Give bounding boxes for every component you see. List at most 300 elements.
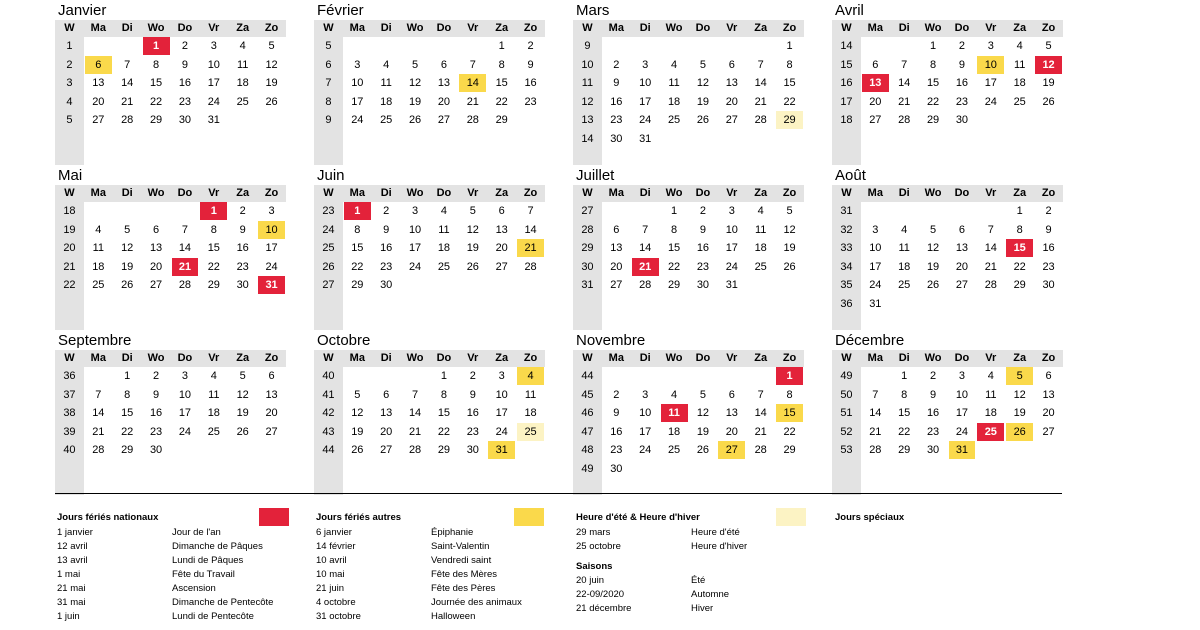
day-other-holiday: 6 — [85, 56, 112, 74]
month-body — [832, 37, 1063, 165]
day-cell — [890, 37, 919, 56]
day-cell: 5 — [930, 223, 937, 236]
weekday-header — [55, 350, 286, 367]
day-cell: 10 — [639, 407, 652, 419]
day-cell: 16 — [380, 242, 393, 254]
day-cell: 12 — [926, 242, 940, 254]
day-cell: 7 — [412, 388, 419, 401]
day-cell — [343, 367, 372, 386]
week-row — [314, 56, 545, 75]
day-cell: 19 — [121, 260, 134, 273]
day-cell: 3 — [728, 205, 735, 217]
week-row — [314, 276, 545, 295]
legend-date: 1 juin — [57, 611, 80, 622]
legend-special-label: Jours spéciaux — [835, 512, 905, 523]
month-body — [314, 202, 545, 330]
day-cell: 26 — [265, 95, 278, 108]
day-cell: 5 — [699, 58, 706, 71]
week-number: 7 — [325, 77, 332, 89]
day-cell: 28 — [178, 279, 192, 291]
legend-date: 20 juin — [576, 575, 604, 586]
weekday-label: Zo — [1041, 187, 1056, 199]
week-row — [573, 441, 804, 460]
legend-date: 21 mai — [57, 583, 86, 594]
weekday-header — [573, 20, 804, 37]
month-title: Avril — [835, 2, 864, 19]
day-national-holiday: 21 — [632, 258, 659, 276]
weekday-label: W — [841, 352, 852, 364]
day-cell: 8 — [498, 58, 505, 71]
legend-date: 31 octobre — [316, 611, 361, 622]
day-cell: 14 — [898, 77, 911, 89]
day-cell: 9 — [613, 407, 620, 419]
week-row — [314, 93, 545, 112]
weekday-label: Zo — [264, 22, 279, 34]
day-cell — [717, 460, 746, 479]
day-cell: 7 — [872, 388, 879, 401]
month-body — [573, 202, 804, 330]
legend-entry — [57, 596, 297, 610]
day-cell — [487, 276, 516, 295]
day-cell: 5 — [268, 40, 275, 52]
month-6 — [573, 167, 804, 330]
day-cell: 21 — [754, 425, 767, 438]
day-cell: 3 — [872, 223, 879, 236]
day-cell: 11 — [380, 77, 392, 89]
day-cell: 3 — [268, 205, 275, 217]
day-cell — [84, 367, 113, 386]
week-row — [573, 460, 804, 479]
day-other-holiday: 5 — [1006, 367, 1033, 385]
weekday-label: Di — [121, 22, 133, 34]
week-number: 48 — [581, 444, 594, 456]
day-cell — [257, 441, 286, 460]
legend-description: Hiver — [691, 603, 714, 614]
day-cell: 9 — [1045, 223, 1052, 236]
day-cell: 23 — [178, 95, 192, 108]
week-number: 6 — [325, 58, 332, 71]
day-cell: 21 — [92, 425, 105, 438]
week-row — [832, 56, 1063, 75]
month-title: Novembre — [576, 332, 646, 349]
dst-swatch — [776, 508, 806, 526]
day-cell: 10 — [495, 388, 508, 401]
day-cell: 17 — [725, 242, 738, 254]
day-cell: 29 — [207, 279, 220, 291]
week-row — [573, 386, 804, 405]
weekday-label: Di — [380, 187, 392, 199]
day-cell — [401, 37, 430, 56]
month-body — [314, 367, 545, 495]
day-cell — [372, 37, 401, 56]
month-2 — [573, 2, 804, 165]
day-cell: 16 — [466, 407, 479, 419]
day-cell — [84, 202, 113, 221]
week-number: 31 — [581, 279, 594, 291]
day-cell: 14 — [121, 77, 134, 89]
day-cell: 15 — [926, 77, 940, 89]
week-number: 17 — [840, 95, 853, 108]
weekday-label: Za — [236, 22, 250, 34]
day-cell: 9 — [930, 388, 937, 401]
day-cell: 4 — [671, 388, 678, 401]
day-cell: 9 — [383, 223, 390, 236]
weekday-label: Zo — [523, 22, 538, 34]
day-cell: 23 — [1042, 260, 1055, 273]
day-other-holiday: 21 — [517, 239, 544, 257]
legend-date: 1 mai — [57, 569, 81, 580]
day-cell: 17 — [408, 242, 422, 254]
weekday-label: Wo — [924, 22, 942, 34]
week-number: 32 — [840, 223, 853, 236]
day-cell: 20 — [725, 95, 738, 108]
week-row — [55, 111, 286, 130]
weekday-label: Wo — [147, 187, 165, 199]
day-cell: 28 — [754, 444, 767, 456]
day-cell: 2 — [469, 370, 476, 382]
day-cell: 27 — [725, 114, 738, 126]
week-number: 1 — [66, 40, 73, 52]
day-other-holiday: 14 — [459, 74, 486, 92]
month-body — [314, 37, 545, 165]
legend-entry — [316, 610, 556, 624]
week-number: 29 — [581, 242, 594, 254]
day-cell — [631, 37, 660, 56]
day-cell: 2 — [527, 40, 534, 52]
day-cell: 30 — [178, 114, 192, 126]
weekday-label: Ma — [867, 352, 883, 364]
weekday-label: Do — [695, 187, 711, 199]
day-cell — [401, 276, 430, 295]
month-title: Décembre — [835, 332, 905, 349]
day-cell: 6 — [958, 223, 965, 236]
day-cell: 14 — [869, 407, 882, 419]
weekday-label: Vr — [726, 22, 738, 34]
weekday-label: W — [582, 187, 593, 199]
day-cell: 27 — [149, 279, 163, 291]
day-cell: 13 — [610, 242, 623, 254]
day-cell: 19 — [783, 242, 796, 254]
month-7 — [832, 167, 1063, 330]
legend-description: Fête du Travail — [172, 569, 235, 580]
legend-description: Ascension — [172, 583, 216, 594]
day-cell: 28 — [898, 114, 911, 126]
day-cell: 16 — [236, 242, 249, 254]
day-cell: 20 — [955, 260, 969, 273]
day-national-holiday: 15 — [1006, 239, 1033, 257]
week-number: 36 — [840, 297, 853, 310]
day-national-holiday: 31 — [258, 276, 285, 294]
day-cell: 28 — [92, 444, 105, 456]
week-row — [832, 276, 1063, 295]
day-cell: 8 — [354, 223, 361, 236]
day-cell: 15 — [121, 407, 134, 419]
day-cell: 7 — [987, 223, 994, 236]
weekday-label: Wo — [406, 22, 424, 34]
week-row — [573, 239, 804, 258]
day-cell — [948, 202, 977, 221]
day-national-holiday: 1 — [344, 202, 371, 220]
day-cell: 22 — [783, 95, 796, 108]
weekday-label: W — [582, 352, 593, 364]
weekday-label: Ma — [867, 187, 883, 199]
weekday-label: Wo — [406, 187, 424, 199]
day-cell: 1 — [901, 370, 908, 382]
day-national-holiday: 25 — [977, 423, 1004, 441]
week-row — [55, 56, 286, 75]
day-cell: 11 — [985, 388, 997, 401]
weekday-label: Vr — [208, 352, 220, 364]
month-title: Février — [317, 2, 364, 19]
day-cell — [458, 276, 487, 295]
day-cell: 4 — [757, 205, 764, 217]
day-cell: 19 — [265, 77, 278, 89]
day-cell: 26 — [466, 260, 479, 273]
week-row — [55, 276, 286, 295]
week-row — [832, 74, 1063, 93]
day-cell — [976, 441, 1005, 460]
day-cell: 15 — [351, 242, 364, 254]
month-title: Mars — [576, 2, 610, 19]
legend-other-title — [316, 510, 556, 526]
day-cell: 7 — [901, 58, 908, 71]
day-national-holiday: 21 — [172, 258, 199, 276]
legend-date: 10 avril — [316, 555, 347, 566]
weekday-label: Ma — [349, 22, 365, 34]
day-cell: 11 — [92, 242, 105, 254]
week-row — [573, 276, 804, 295]
day-other-holiday: 4 — [517, 367, 544, 385]
day-cell: 24 — [725, 260, 738, 273]
day-cell: 31 — [207, 114, 220, 126]
day-cell: 9 — [181, 58, 188, 71]
day-cell: 10 — [351, 77, 364, 89]
day-cell — [1005, 295, 1034, 314]
day-cell: 22 — [926, 95, 940, 108]
day-cell: 18 — [984, 407, 997, 419]
weekday-label: Za — [1013, 22, 1027, 34]
day-cell: 25 — [667, 114, 681, 126]
legend-description: Journée des animaux — [431, 597, 522, 608]
legend-entry — [316, 554, 556, 568]
day-cell: 5 — [124, 223, 131, 236]
week-number: 49 — [840, 370, 853, 382]
legend-entry — [57, 540, 297, 554]
day-cell: 19 — [696, 95, 710, 108]
week-number: 44 — [322, 444, 335, 456]
day-cell: 21 — [898, 95, 911, 108]
weekday-label: Za — [236, 187, 250, 199]
day-cell — [631, 460, 660, 479]
day-cell — [689, 37, 718, 56]
week-row — [314, 111, 545, 130]
day-cell — [1034, 111, 1063, 130]
day-cell: 18 — [524, 407, 537, 419]
day-cell: 6 — [728, 58, 735, 71]
weekday-label: Ma — [90, 22, 106, 34]
day-cell: 31 — [725, 279, 738, 291]
legend-date: 6 janvier — [316, 527, 352, 538]
week-row — [314, 37, 545, 56]
legend-description: Été — [691, 575, 706, 586]
day-cell: 1 — [1016, 205, 1023, 217]
week-number: 13 — [581, 114, 594, 126]
legend-entry — [316, 540, 556, 554]
legend-entry — [316, 568, 556, 582]
day-cell: 23 — [696, 260, 710, 273]
day-cell: 4 — [210, 370, 217, 382]
day-cell: 26 — [236, 425, 249, 438]
weekday-label: Ma — [867, 22, 883, 34]
week-row — [832, 202, 1063, 221]
day-other-holiday: 15 — [776, 404, 803, 422]
week-row — [314, 404, 545, 423]
day-cell: 21 — [121, 95, 134, 108]
seasons-title: Saisons — [576, 561, 613, 572]
day-cell: 22 — [1013, 260, 1026, 273]
legend-national-list — [57, 526, 297, 624]
weekday-label: Zo — [1041, 352, 1056, 364]
weekday-header — [832, 350, 1063, 367]
month-body — [55, 367, 286, 495]
week-row — [832, 404, 1063, 423]
day-cell — [689, 367, 718, 386]
day-cell: 16 — [926, 407, 940, 419]
day-cell: 26 — [696, 114, 710, 126]
day-cell — [746, 460, 775, 479]
day-cell: 18 — [754, 242, 767, 254]
week-number: 46 — [581, 407, 594, 419]
legend-description: Fête des Mères — [431, 569, 497, 580]
day-cell: 11 — [754, 223, 767, 236]
day-cell: 17 — [265, 242, 278, 254]
day-cell: 6 — [383, 388, 390, 401]
week-row — [573, 37, 804, 56]
week-number: 2 — [66, 58, 73, 71]
day-cell — [746, 130, 775, 149]
day-cell: 22 — [783, 425, 796, 438]
day-cell: 12 — [696, 407, 710, 419]
weekday-label: Vr — [467, 352, 479, 364]
legend-dst-title — [576, 510, 816, 526]
day-cell: 12 — [696, 77, 710, 89]
legend-entry — [576, 574, 816, 588]
day-cell: 29 — [898, 444, 911, 456]
day-cell: 23 — [610, 444, 623, 456]
day-cell: 6 — [153, 223, 160, 236]
day-cell: 30 — [610, 132, 623, 145]
day-cell: 7 — [527, 205, 534, 217]
day-cell: 31 — [639, 132, 652, 145]
day-cell: 23 — [149, 425, 163, 438]
day-cell — [717, 37, 746, 56]
weekday-label: Za — [495, 187, 509, 199]
weekday-label: Ma — [349, 352, 365, 364]
day-cell: 29 — [121, 444, 134, 456]
month-9 — [314, 332, 545, 495]
day-cell: 13 — [149, 242, 163, 254]
week-number: 12 — [581, 95, 594, 108]
day-cell: 30 — [380, 279, 393, 291]
day-cell — [717, 130, 746, 149]
weekday-label: Do — [954, 22, 970, 34]
week-row — [314, 441, 545, 460]
day-cell: 25 — [236, 95, 249, 108]
day-cell: 20 — [1042, 407, 1055, 419]
day-cell: 14 — [639, 242, 652, 254]
legend-description: Fête des Pères — [431, 583, 496, 594]
weekday-label: Za — [236, 352, 250, 364]
legend-description: Dimanche de Pâques — [172, 541, 263, 552]
week-row — [832, 423, 1063, 442]
week-number: 18 — [840, 114, 853, 126]
day-cell: 7 — [95, 388, 102, 401]
day-cell: 7 — [757, 58, 764, 71]
day-cell: 20 — [380, 425, 393, 438]
legend-other-list — [316, 526, 556, 624]
week-row — [314, 258, 545, 277]
day-other-holiday: 10 — [977, 56, 1004, 74]
day-cell: 17 — [178, 407, 192, 419]
day-cell: 21 — [869, 425, 882, 438]
day-cell: 24 — [351, 114, 364, 126]
week-row — [832, 221, 1063, 240]
day-cell — [1005, 111, 1034, 130]
week-number: 30 — [581, 260, 594, 273]
legend-entry — [576, 526, 816, 540]
month-8 — [55, 332, 286, 495]
day-cell — [430, 276, 459, 295]
day-cell: 8 — [786, 58, 793, 71]
weekday-label: Wo — [665, 187, 683, 199]
month-body — [832, 202, 1063, 330]
weekday-label: Di — [639, 22, 651, 34]
day-cell: 12 — [265, 58, 278, 71]
day-cell — [775, 276, 804, 295]
day-cell: 24 — [495, 425, 508, 438]
day-cell: 23 — [524, 95, 537, 108]
weekday-label: Wo — [665, 352, 683, 364]
day-other-holiday: 31 — [949, 441, 976, 459]
legend-description: Dimanche de Pentecôte — [172, 597, 274, 608]
day-cell: 4 — [1016, 40, 1023, 52]
day-cell: 3 — [642, 58, 649, 71]
day-cell: 2 — [383, 205, 390, 217]
day-other-holiday: 26 — [1006, 423, 1033, 441]
week-row — [573, 367, 804, 386]
day-cell: 13 — [1042, 388, 1055, 401]
day-cell: 16 — [178, 77, 192, 89]
day-cell — [746, 276, 775, 295]
day-cell: 9 — [153, 388, 160, 401]
day-cell: 3 — [642, 388, 649, 401]
week-number: 25 — [322, 242, 335, 254]
week-row — [573, 404, 804, 423]
day-cell: 24 — [207, 95, 220, 108]
day-cell: 5 — [469, 205, 476, 217]
day-cell: 2 — [613, 58, 620, 71]
month-title: Janvier — [58, 2, 107, 19]
weekday-label: Do — [177, 352, 193, 364]
day-cell: 15 — [783, 77, 796, 89]
legend-date: 13 avril — [57, 555, 88, 566]
month-title: Juin — [317, 167, 345, 184]
week-number: 34 — [840, 260, 853, 273]
weekday-label: W — [841, 22, 852, 34]
weekday-label: Wo — [147, 352, 165, 364]
weekday-label: Wo — [924, 352, 942, 364]
day-cell: 8 — [671, 223, 678, 236]
